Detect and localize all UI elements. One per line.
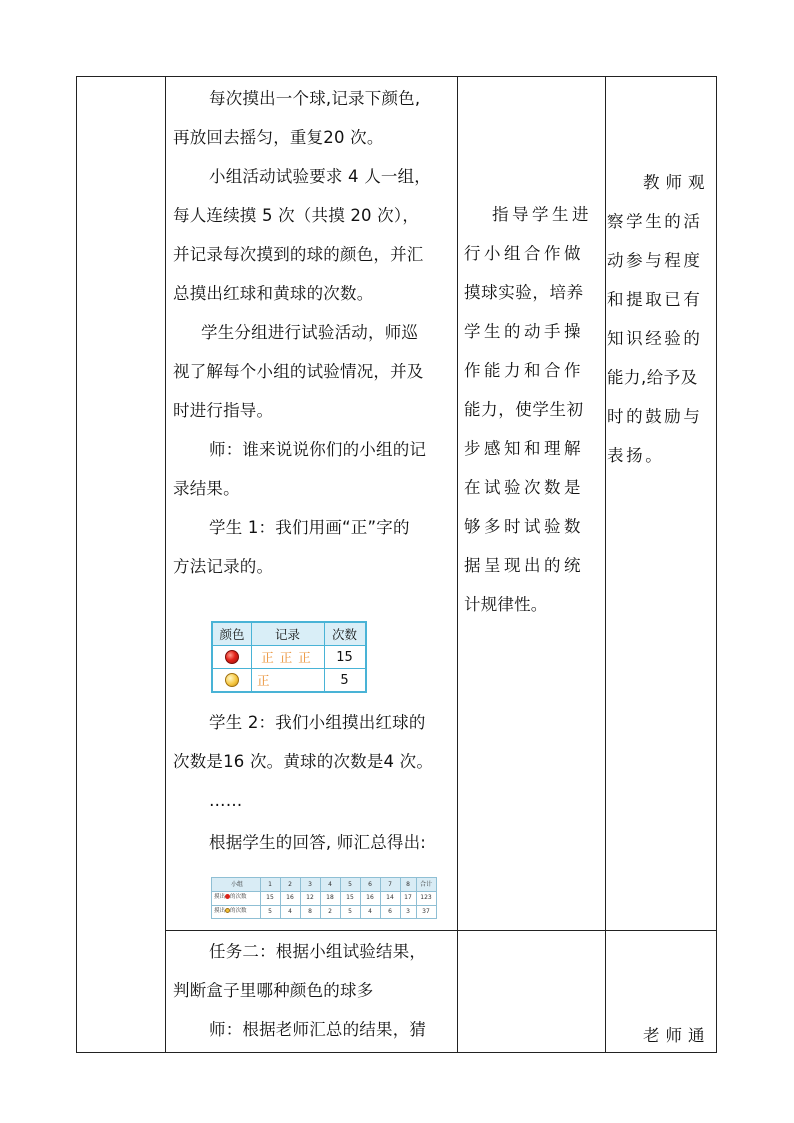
text-line: 每人连续摸 5 次（共摸 20 次）， bbox=[173, 206, 420, 225]
activity-text-block-2 bbox=[173, 703, 453, 862]
evaluation-bottom-text: 老师通 bbox=[643, 1026, 711, 1045]
text-line: 行小组合作做 bbox=[464, 244, 584, 263]
text-line: 判断盒子里哪种颜色的球多 bbox=[173, 981, 374, 1000]
text-line: 小组活动试验要求 4 人一组， bbox=[209, 167, 431, 186]
text-line: 学生的动手操 bbox=[464, 322, 584, 341]
column-divider-1 bbox=[165, 77, 166, 1052]
text-line: 步感知和理解 bbox=[464, 439, 584, 458]
text-line: 知识经验的 bbox=[607, 329, 703, 348]
text-line: 摸球实验，培养 bbox=[464, 283, 584, 302]
label-suffix: 的次数 bbox=[230, 894, 247, 900]
text-line: 动参与程度 bbox=[607, 251, 703, 270]
summary-header-cell: 合计 bbox=[419, 881, 432, 888]
text-line: 学生分组进行试验活动，师巡 bbox=[201, 323, 419, 342]
summary-cell: 5 bbox=[348, 908, 352, 915]
summary-header-cell: 3 bbox=[308, 881, 312, 888]
summary-cell: 123 bbox=[420, 894, 432, 901]
red-ball-icon bbox=[225, 650, 239, 664]
text-line: 每次摸出一个球,记录下颜色, bbox=[209, 89, 421, 108]
summary-cell: 12 bbox=[306, 894, 314, 901]
count-value: 5 bbox=[340, 673, 349, 688]
text-line: 根据学生的回答, 师汇总得出: bbox=[209, 833, 427, 852]
evaluation-column bbox=[607, 163, 715, 475]
summary-header-cell: 7 bbox=[388, 881, 392, 888]
summary-cell: 2 bbox=[328, 908, 332, 915]
text-line: 视了解每个小组的试验情况，并及 bbox=[173, 362, 424, 381]
label-prefix: 摸出 bbox=[214, 908, 226, 914]
summary-cell: 6 bbox=[388, 908, 392, 915]
text-line: 总摸出红球和黄球的次数。 bbox=[173, 284, 374, 303]
text-line: 时的鼓励与 bbox=[607, 407, 703, 426]
summary-header-cell: 4 bbox=[328, 881, 332, 888]
summary-cell: 16 bbox=[366, 894, 374, 901]
summary-header-cell: 8 bbox=[406, 881, 410, 888]
text-line: 够多时试验数 bbox=[464, 517, 584, 536]
text-line: 再放回去摇匀，重复20 次。 bbox=[173, 128, 384, 147]
tally-record-table bbox=[211, 621, 367, 693]
summary-cell: 4 bbox=[288, 908, 292, 915]
text-line: 并记录每次摸到的球的颜色，并汇 bbox=[173, 245, 424, 264]
text-line: 在试验次数是 bbox=[464, 478, 584, 497]
summary-header-cell: 6 bbox=[368, 881, 372, 888]
text-line: 能力,给予及 bbox=[607, 368, 698, 387]
design-intent-column bbox=[464, 195, 596, 624]
summary-row-label bbox=[214, 891, 260, 904]
text-line: 据呈现出的统 bbox=[464, 556, 584, 575]
text-line: 学生 1：我们用画“正”字的 bbox=[209, 518, 410, 537]
summary-row-label bbox=[214, 905, 260, 918]
header-count: 次数 bbox=[331, 627, 357, 642]
summary-table bbox=[211, 877, 437, 919]
text-line: 察学生的活 bbox=[607, 212, 703, 231]
label-suffix: 的次数 bbox=[230, 908, 247, 914]
summary-header-cell: 小组 bbox=[230, 881, 243, 888]
summary-header-cell: 2 bbox=[288, 881, 292, 888]
summary-header-cell: 1 bbox=[268, 881, 272, 888]
header-record: 记录 bbox=[274, 627, 300, 642]
text-line: 教师观 bbox=[643, 173, 711, 192]
task2-heading: 任务二：根据小组试验结果， bbox=[209, 942, 427, 961]
summary-cell: 16 bbox=[286, 894, 294, 901]
task2-text-block bbox=[173, 932, 453, 1049]
summary-cell: 14 bbox=[386, 894, 394, 901]
row-line bbox=[213, 668, 365, 669]
label-prefix: 摸出 bbox=[214, 894, 226, 900]
text-line: 师：根据老师汇总的结果，猜 bbox=[209, 1020, 427, 1039]
text-line: 次数是16 次。黄球的次数是4 次。 bbox=[173, 752, 434, 771]
summary-cell: 5 bbox=[268, 908, 272, 915]
text-line: 和提取已有 bbox=[607, 290, 703, 309]
text-line: 学生 2：我们小组摸出红球的 bbox=[209, 713, 426, 732]
summary-cell: 37 bbox=[422, 908, 430, 915]
header-color: 颜色 bbox=[219, 627, 245, 642]
row-line bbox=[213, 645, 365, 646]
text-line: 方法记录的。 bbox=[173, 557, 274, 576]
summary-header-cell: 5 bbox=[348, 881, 352, 888]
count-value: 15 bbox=[336, 650, 353, 665]
text-line: 计规律性。 bbox=[464, 595, 548, 614]
tally-marks: 正正正 bbox=[261, 650, 317, 665]
tally-marks: 正 bbox=[257, 673, 276, 688]
summary-cell: 3 bbox=[406, 908, 410, 915]
text-line: 指导学生进 bbox=[492, 205, 592, 224]
text-line: 师：谁来说说你们的小组的记 bbox=[209, 440, 427, 459]
summary-cell: 17 bbox=[404, 894, 412, 901]
yellow-ball-icon bbox=[225, 673, 239, 687]
text-line: 作能力和合作 bbox=[464, 361, 584, 380]
summary-cell: 18 bbox=[326, 894, 334, 901]
text-line: 录结果。 bbox=[173, 479, 240, 498]
column-divider-2 bbox=[457, 77, 458, 1052]
row-divider bbox=[165, 930, 716, 931]
text-line: 时进行指导。 bbox=[173, 401, 274, 420]
text-line: 表扬。 bbox=[607, 446, 665, 465]
text-line: …… bbox=[209, 791, 243, 810]
summary-cell: 15 bbox=[346, 894, 354, 901]
text-line: 能力，使学生初 bbox=[464, 400, 584, 419]
column-divider-3 bbox=[605, 77, 606, 1052]
activity-text-block bbox=[173, 79, 453, 586]
summary-cell: 15 bbox=[266, 894, 274, 901]
summary-cell: 8 bbox=[308, 908, 312, 915]
summary-cell: 4 bbox=[368, 908, 372, 915]
